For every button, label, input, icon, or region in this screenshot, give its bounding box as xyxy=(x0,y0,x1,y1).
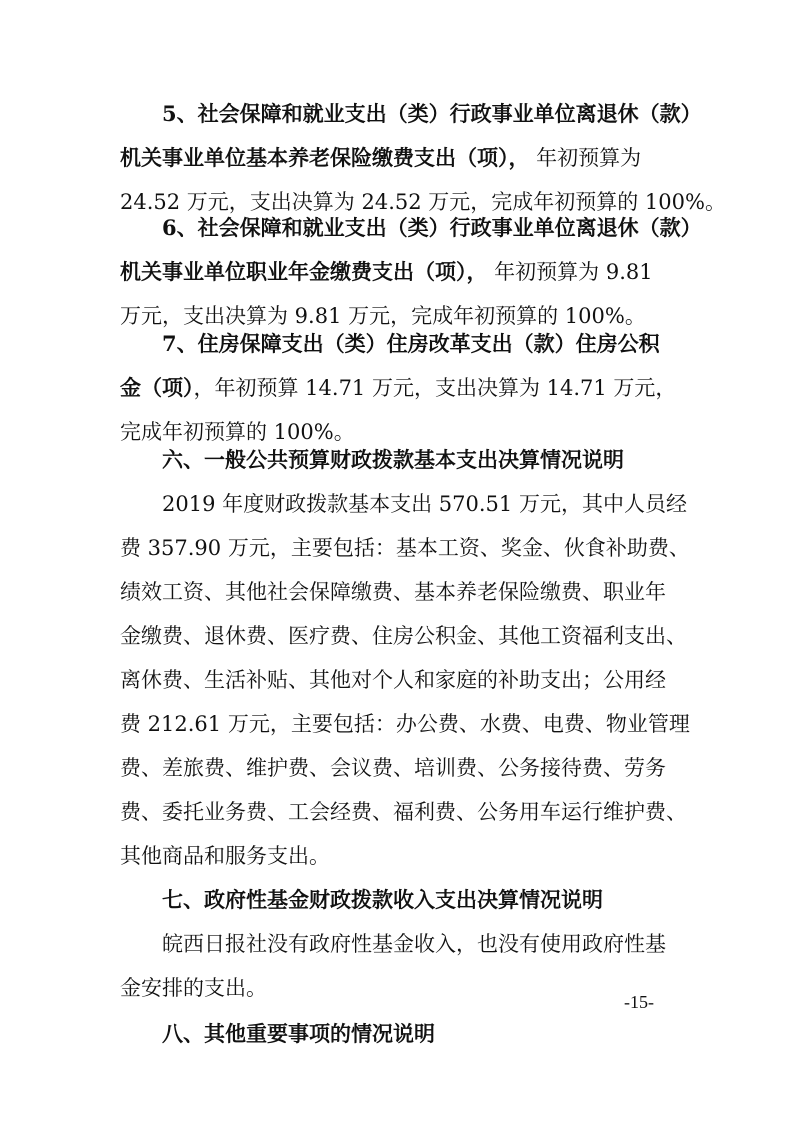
section-6-line: 绩效工资、其他社会保障缴费、基本养老保险缴费、职业年 xyxy=(120,580,666,604)
section-8-heading: 八、其他重要事项的情况说明 xyxy=(162,1021,435,1046)
section-6-line: 费 212.61 万元，主要包括：办公费、水费、电费、物业管理 xyxy=(120,712,690,736)
section-6-line: 费、差旅费、维护费、会议费、培训费、公务接待费、劳务 xyxy=(120,756,666,780)
item-5-line-2 xyxy=(120,141,641,175)
section-7-line: 金安排的支出。 xyxy=(120,976,267,1000)
item-6-line-2-bold: 机关事业单位职业年金缴费支出（项）， xyxy=(120,259,488,284)
item-7-line-2-rest: ，年初预算 14.71 万元，支出决算为 14.71 万元， xyxy=(193,376,677,400)
item-6-line-3: 万元，支出决算为 9.81 万元，完成年初预算的 100%。 xyxy=(120,304,646,328)
item-5-line-2-rest: 年初预算为 xyxy=(529,146,642,170)
item-7-line-2 xyxy=(120,371,676,405)
item-5-line-1: 5、社会保障和就业支出（类）行政事业单位离退休（款） xyxy=(162,101,702,126)
section-6-line: 其他商品和服务支出。 xyxy=(120,844,330,868)
item-5-line-2-bold: 机关事业单位基本养老保险缴费支出（项）， xyxy=(120,145,530,170)
section-6-heading: 六、一般公共预算财政拨款基本支出决算情况说明 xyxy=(162,447,624,472)
item-6-line-1: 6、社会保障和就业支出（类）行政事业单位离退休（款） xyxy=(162,215,702,240)
section-6-line: 费、委托业务费、工会经费、福利费、公务用车运行维护费、 xyxy=(120,800,687,824)
section-6-line: 费 357.90 万元，主要包括：基本工资、奖金、伙食补助费、 xyxy=(120,536,690,560)
item-7-line-2-bold: 金（项） xyxy=(120,375,194,400)
item-6-line-2 xyxy=(120,255,653,289)
item-6-line-2-rest: 年初预算为 9.81 xyxy=(487,260,653,284)
section-6-line: 金缴费、退休费、医疗费、住房公积金、其他工资福利支出、 xyxy=(120,624,687,648)
section-6-line: 2019 年度财政拨款基本支出 570.51 万元，其中人员经 xyxy=(162,492,687,516)
section-6-line: 离休费、生活补贴、其他对个人和家庭的补助支出；公用经 xyxy=(120,668,666,692)
item-7-line-1: 7、住房保障支出（类）住房改革支出（款）住房公积 xyxy=(162,331,660,356)
item-7-line-3: 完成年初预算的 100%。 xyxy=(120,420,355,444)
section-7-line: 皖西日报社没有政府性基金收入，也没有使用政府性基 xyxy=(162,932,666,956)
item-5-line-3: 24.52 万元，支出决算为 24.52 万元，完成年初预算的 100%。 xyxy=(120,190,726,214)
page-number: -15- xyxy=(624,992,654,1012)
section-7-heading: 七、政府性基金财政拨款收入支出决算情况说明 xyxy=(162,887,603,912)
